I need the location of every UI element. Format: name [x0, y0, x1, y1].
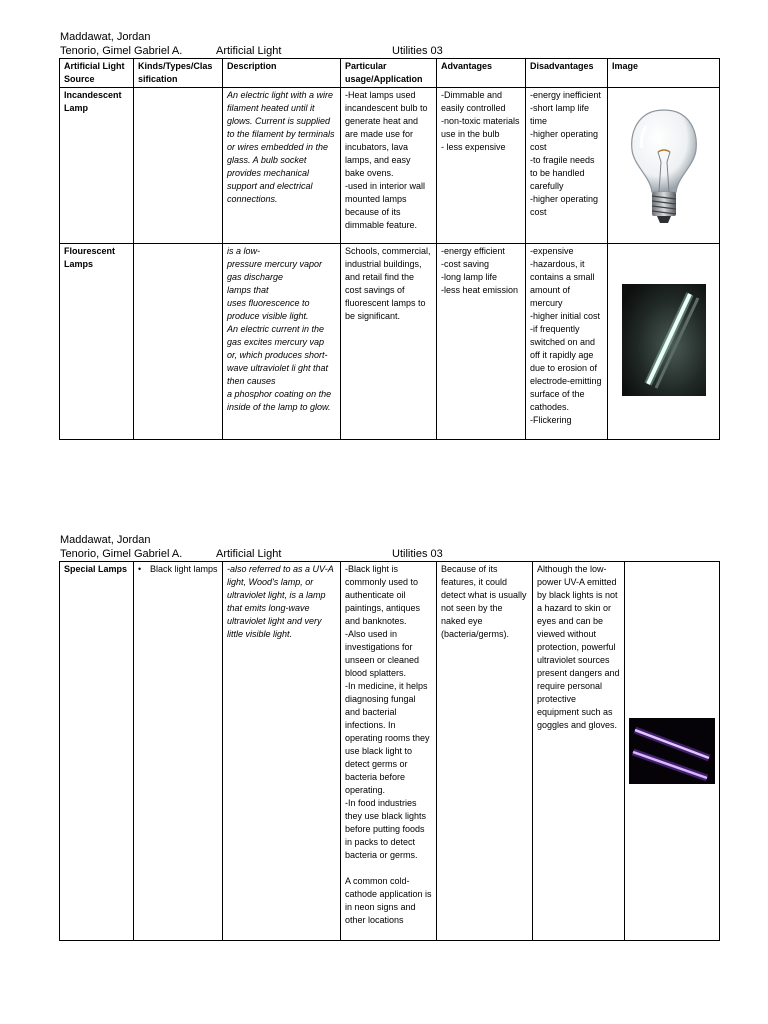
bullet-item: [138, 563, 218, 576]
col-header-advantages: Advantages: [437, 59, 526, 88]
col-header-description: Description: [223, 59, 341, 88]
author-line-1: Maddawat, Jordan: [60, 31, 151, 43]
col-header-disadvantages: Disadvantages: [526, 59, 608, 88]
source-cell: Special Lamps: [60, 562, 134, 941]
kinds-cell: [134, 562, 223, 941]
page-section-1: [59, 30, 719, 440]
usage-cell: -Heat lamps used incandescent bulb to generate heat and are made use for incubators, lava lamps, and easy bake ovens. -used in interior wall mounted lamps because of its dimmable feature.: [341, 88, 437, 244]
col-header-kinds: Kinds/Types/Clas sification: [134, 59, 223, 88]
lighting-table-2: [59, 561, 720, 941]
image-cell: [608, 244, 720, 440]
description-cell: is a low- pressure mercury vapor gas discharge lamps that uses fluorescence to produce visible light. An electric current in the gas excites mercury vap or, which produces short-wave ultraviolet li ght that then causes a phosphor coating on the inside of the lamp to glow.: [223, 244, 341, 440]
source-cell: Incandescent Lamp: [60, 88, 134, 244]
col-header-image: Image: [608, 59, 720, 88]
description-cell: -also referred to as a UV-A light, Wood's lamp, or ultraviolet light, is a lamp that emits long-wave ultraviolet light and very little visible light.: [223, 562, 341, 941]
page-section-2: [59, 533, 719, 941]
advantages-cell: Because of its features, it could detect what is usually not seen by the naked eye (bacteria/germs).: [437, 562, 533, 941]
author-line-2: Tenorio, Gimel Gabriel A.: [60, 45, 183, 57]
advantages-cell: -energy efficient -cost saving -long lamp life -less heat emission: [437, 244, 526, 440]
image-cell: [608, 88, 720, 244]
document-header: [59, 533, 719, 561]
author-line-1: Maddawat, Jordan: [60, 534, 151, 546]
bullet-icon: •: [138, 564, 142, 574]
kinds-cell: [134, 88, 223, 244]
disadvantages-cell: -expensive -hazardous, it contains a small amount of mercury -higher initial cost -if frequently switched on and off it rapidly age due to erosion of electrode-emitting surface of the cathodes. -Flickering: [526, 244, 608, 440]
image-cell: [625, 562, 720, 941]
usage-cell: Schools, commercial, industrial buildings, and retail find the cost savings of fluorescent lamps to be significant.: [341, 244, 437, 440]
fluorescent-tube-image: [622, 284, 706, 396]
usage-cell: -Black light is commonly used to authenticate oil paintings, antiques and banknotes. -Also used in investigations for unseen or cleaned blood splatters. -In medicine, it helps diagnosing fungal and bacterial infections. In operating rooms they use black light to detect germs or bacteria before operating. -In food industries they use black lights before putting foods in packs to detect bacteria or germs. A common cold-cathode application is in neon signs and other locations: [341, 562, 437, 941]
disadvantages-cell: Although the low-power UV-A emitted by black lights is not a hazard to skin or eyes and can be viewed without protection, powerful ultraviolet sources present dangers and require personal protective equipment such as goggles and gloves.: [533, 562, 625, 941]
author-line-2: Tenorio, Gimel Gabriel A.: [60, 548, 183, 560]
document-title: Artificial Light: [216, 548, 282, 560]
kind-label: Black light lamps: [150, 564, 218, 574]
document-header: [59, 30, 719, 58]
advantages-cell: -Dimmable and easily controlled -non-toxic materials use in the bulb - less expensive: [437, 88, 526, 244]
course-code: Utilities 03: [392, 548, 443, 560]
document-title: Artificial Light: [216, 45, 282, 57]
course-code: Utilities 03: [392, 45, 443, 57]
incandescent-bulb-image: [624, 106, 704, 226]
black-light-tubes-image: [629, 718, 715, 784]
description-cell: An electric light with a wire filament heated until it glows. Current is supplied to the filament by terminals or wires embedded in the glass. A bulb socket provides mechanical support and electrical connections.: [223, 88, 341, 244]
table-row: [60, 562, 720, 941]
table-row: [60, 244, 720, 440]
col-header-source: Artificial Light Source: [60, 59, 134, 88]
disadvantages-cell: -energy inefficient -short lamp life time -higher operating cost -to fragile needs to be handled carefully -higher operating cost: [526, 88, 608, 244]
table-row: [60, 88, 720, 244]
lighting-table-1: [59, 58, 720, 440]
kinds-cell: [134, 244, 223, 440]
col-header-usage: Particular usage/Application: [341, 59, 437, 88]
source-cell: Flourescent Lamps: [60, 244, 134, 440]
table-header-row: [60, 59, 720, 88]
